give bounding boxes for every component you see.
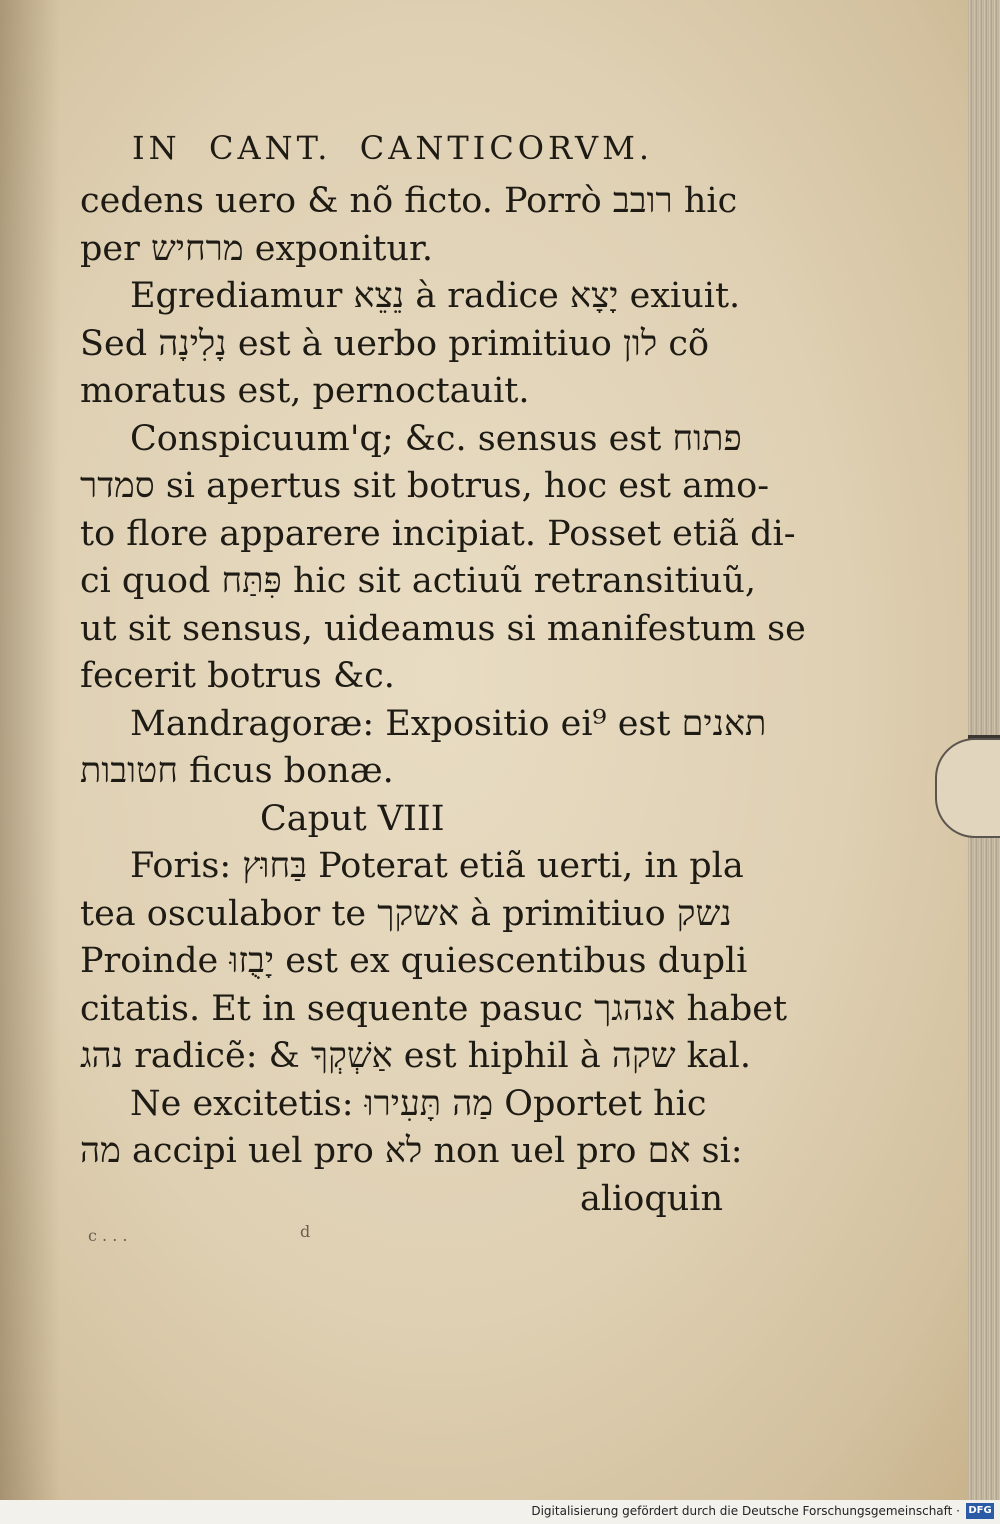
text-line: tea osculabor te אשקך à primitiuo נשק [80,893,732,934]
footer-bar [0,1500,1000,1524]
text-line: cedens uero & nõ ficto. Porrò רובב hic [80,181,738,221]
text-line: citatis. Et in sequente pasuc אנהגך habet [80,988,788,1029]
text-line: Conspicuum'q; &c. sensus est פתוח [130,418,742,459]
text-line: מה accipi uel pro לא non uel pro אם si: [80,1131,743,1171]
text-line: ut sit sensus, uideamus si manifestum se [80,608,806,649]
text-line: Mandragoræ: Expositio ei⁹ est תאנים [130,703,767,744]
chapter-heading: Caput VIII [260,798,445,839]
text-line: fecerit botrus &c. [80,656,395,696]
marginal-note: d [300,1222,311,1241]
text-line: Ne excitetis: מַה תָּעִירוּ Oportet hic [130,1083,707,1124]
running-head: IN CANT. CANTICORVM. [132,129,654,167]
text-line: per מרחיש exponitur. [80,228,434,269]
text-line: חטובות ficus bonæ. [80,751,394,791]
footer-credit: Digitalisierung gefördert durch die Deutsche Forschungsgemeinschaft · [531,1504,960,1518]
text-line: to flore apparere incipiat. Posset etiã di- [80,513,796,554]
text-line: נהג radicẽ: & אַשְׁקְךָ est hiphil à שקה kal. [80,1036,752,1076]
bookmark-tab [935,738,1000,838]
spine-shadow [0,0,60,1500]
catchword: alioquin [580,1178,724,1219]
text-line: ci quod פִּתַּח hic sit actiuũ retransitiuũ, [80,561,757,601]
text-block [80,118,806,1223]
marginal-note: c . . . [88,1226,128,1245]
text-line: Foris: בַּחוּץ Poterat etiã uerti, in pla [130,846,744,886]
text-line: moratus est, pernoctauit. [80,371,530,411]
text-line: סמדר si apertus sit botrus, hoc est amo- [80,466,770,506]
text-line: Egrediamur נֵצֵא à radice יָצָא exiuit. [130,276,741,316]
dfg-logo-icon: DFG [966,1503,994,1519]
text-line: Proinde יָבֻזוּ est ex quiescentibus dupli [80,941,748,981]
text-line: Sed נָלִינָה est à uerbo primitiuo לון cõ [80,323,710,364]
